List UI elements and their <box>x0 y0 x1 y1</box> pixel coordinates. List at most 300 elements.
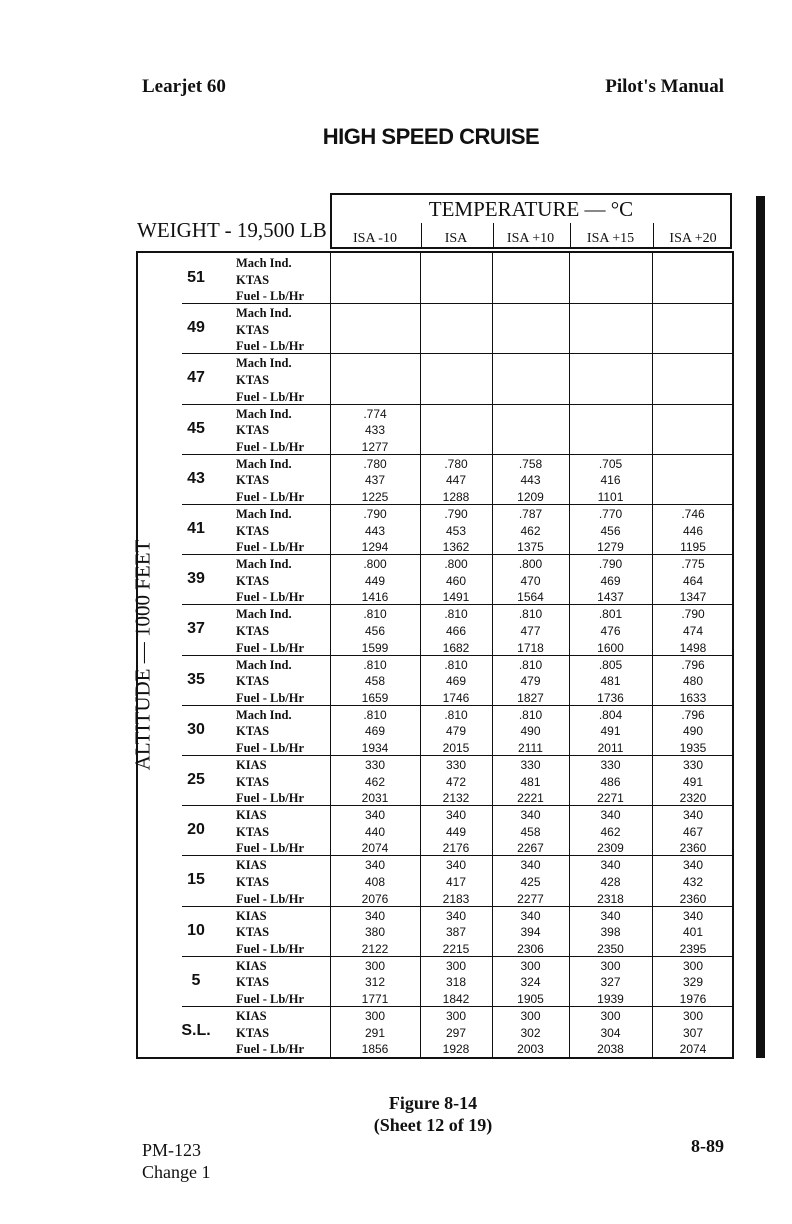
parameter-label: KTAS <box>236 774 270 789</box>
table-cell <box>652 606 734 656</box>
table-cell <box>330 657 420 707</box>
cell-value: 2074 <box>679 1042 707 1057</box>
parameter-labels <box>236 757 304 807</box>
parameter-label: KTAS <box>236 272 270 287</box>
cell-value: 449 <box>445 824 467 839</box>
cell-value: .796 <box>681 657 705 672</box>
cell-value: 440 <box>364 824 386 839</box>
parameter-label: KTAS <box>236 724 270 739</box>
table-cell <box>652 807 734 857</box>
cell-value: 2038 <box>597 1042 624 1057</box>
cell-value: 2350 <box>597 941 624 956</box>
page-number: 8-89 <box>691 1136 724 1156</box>
cell-value: .705 <box>598 456 623 471</box>
parameter-label: KIAS <box>236 808 267 823</box>
table-cell <box>652 506 734 556</box>
parameter-label: Fuel - Lb/Hr <box>236 540 305 555</box>
parameter-label: Fuel - Lb/Hr <box>236 439 305 454</box>
cell-value: 491 <box>600 724 621 739</box>
cell-value: 2132 <box>442 791 470 806</box>
parameter-labels <box>236 1008 304 1058</box>
cell-value: 477 <box>520 623 541 638</box>
header-left: Learjet 60 <box>142 76 226 97</box>
cell-value: 340 <box>600 808 621 823</box>
cell-value: 2306 <box>517 941 544 956</box>
parameter-label: Mach Ind. <box>236 557 292 572</box>
table-cell <box>569 1008 652 1058</box>
cell-value: 479 <box>445 724 467 739</box>
parameter-label: Mach Ind. <box>236 456 292 471</box>
cell-value: .800 <box>444 557 468 572</box>
cell-value: 300 <box>364 1009 386 1023</box>
cell-value: 2122 <box>361 941 389 956</box>
parameter-label: Mach Ind. <box>236 356 292 371</box>
cell-value: 330 <box>682 758 704 772</box>
cell-value: 327 <box>600 975 621 990</box>
cell-value: 464 <box>682 573 704 588</box>
table-cell <box>569 707 652 757</box>
cell-value: .790 <box>598 557 623 572</box>
cell-value: 300 <box>520 1009 541 1023</box>
cell-value: 1856 <box>361 1042 389 1057</box>
table-cell <box>330 757 420 807</box>
table-cell <box>330 707 420 757</box>
cell-value: 2215 <box>442 941 470 956</box>
cell-value: 324 <box>520 975 541 990</box>
cell-value: .780 <box>363 456 387 471</box>
parameter-label: KIAS <box>236 1009 267 1023</box>
table-cell <box>420 1008 492 1058</box>
parameter-labels <box>236 506 304 556</box>
cell-value: 300 <box>364 958 386 973</box>
table-cell <box>492 1008 569 1058</box>
cell-value: 467 <box>682 824 704 839</box>
parameter-label: Mach Ind. <box>236 607 292 622</box>
cell-value: 291 <box>364 1025 386 1040</box>
parameter-label: Fuel - Lb/Hr <box>236 389 305 404</box>
parameter-label: KTAS <box>236 322 270 337</box>
cell-value: 340 <box>520 858 541 873</box>
table-cell <box>420 657 492 707</box>
column-header: ISA +20 <box>669 231 717 246</box>
cell-value: .804 <box>598 707 623 722</box>
cell-value: 416 <box>600 473 621 488</box>
cell-value: .810 <box>363 707 387 722</box>
cell-value: 2395 <box>679 941 707 956</box>
parameter-label: Fuel - Lb/Hr <box>236 941 305 956</box>
table-cell <box>569 757 652 807</box>
table-cell <box>420 807 492 857</box>
parameter-label: Fuel - Lb/Hr <box>236 640 305 655</box>
cell-value: 408 <box>364 874 386 889</box>
cell-value: 1939 <box>597 991 624 1006</box>
cell-value: 2015 <box>442 740 470 755</box>
cell-value: 2309 <box>597 841 624 856</box>
cell-value: 490 <box>682 724 704 739</box>
cell-value: 1375 <box>517 540 544 555</box>
table-cell <box>330 958 420 1008</box>
cell-value: 2031 <box>361 791 389 806</box>
cell-value: 1827 <box>517 690 544 705</box>
cell-value: 300 <box>520 958 541 973</box>
cell-value: 401 <box>682 925 704 940</box>
parameter-label: KIAS <box>236 858 267 873</box>
cell-value: .775 <box>681 557 705 572</box>
cell-value: .770 <box>598 507 623 521</box>
table-cell <box>492 606 569 656</box>
parameter-label: KIAS <box>236 908 267 923</box>
cell-value: 340 <box>682 908 704 923</box>
cell-value: .810 <box>518 657 543 672</box>
table-cell <box>492 958 569 1008</box>
table-cell <box>420 958 492 1008</box>
parameter-label: Mach Ind. <box>236 657 292 672</box>
cell-value: 394 <box>520 925 541 940</box>
column-header: ISA +10 <box>506 231 555 246</box>
cell-value: .800 <box>518 557 543 572</box>
doc-number: PM-123 <box>142 1140 202 1160</box>
parameter-label: KIAS <box>236 758 267 772</box>
cell-value: .790 <box>681 607 705 622</box>
cell-value: 1347 <box>679 590 707 605</box>
table-cell <box>330 1008 420 1058</box>
cell-value: 481 <box>520 774 541 789</box>
parameter-label: Fuel - Lb/Hr <box>236 289 305 304</box>
table-cell <box>420 506 492 556</box>
table-cell <box>330 456 420 506</box>
parameter-label: KTAS <box>236 824 270 839</box>
parameter-labels <box>236 355 304 405</box>
cell-value: 340 <box>364 908 386 923</box>
page-title: HIGH SPEED CRUISE <box>322 124 540 149</box>
altitude-value: 5 <box>191 971 201 989</box>
cell-value: 1976 <box>679 991 707 1006</box>
cell-value: 340 <box>600 908 621 923</box>
cell-value: 1600 <box>597 640 624 655</box>
table-cell <box>569 807 652 857</box>
parameter-label: KTAS <box>236 623 270 638</box>
cell-value: 1498 <box>679 640 707 655</box>
cell-value: 340 <box>520 808 541 823</box>
table-cell <box>420 556 492 606</box>
table-cell <box>492 757 569 807</box>
parameter-label: Fuel - Lb/Hr <box>236 690 305 705</box>
change-bar <box>756 196 765 1058</box>
cell-value: 1294 <box>361 540 389 555</box>
table-cell <box>569 857 652 907</box>
table-cell <box>420 606 492 656</box>
cell-value: 479 <box>520 674 541 689</box>
cell-value: 340 <box>445 908 467 923</box>
table-cell <box>569 908 652 958</box>
altitude-value: S.L. <box>181 1022 211 1039</box>
parameter-label: Mach Ind. <box>236 406 292 421</box>
cell-value: 476 <box>600 623 621 638</box>
cell-value: 462 <box>520 523 541 538</box>
table-cell <box>330 556 420 606</box>
cell-value: 1279 <box>597 540 624 555</box>
cell-value: 1736 <box>597 690 624 705</box>
cell-value: 340 <box>445 808 467 823</box>
altitude-value: 49 <box>187 319 205 337</box>
parameter-label: Mach Ind. <box>236 256 292 270</box>
table-cell <box>492 506 569 556</box>
altitude-value: 43 <box>187 469 205 487</box>
cell-value: .810 <box>363 657 387 672</box>
cell-value: 340 <box>520 908 541 923</box>
cell-value: 340 <box>600 858 621 873</box>
cell-value: 318 <box>445 975 467 990</box>
cell-value: 486 <box>600 774 621 789</box>
cell-value: 480 <box>682 674 704 689</box>
cell-value: 2318 <box>597 891 624 906</box>
cell-value: 300 <box>682 1009 704 1023</box>
cell-value: .758 <box>518 456 543 471</box>
table-cell <box>492 908 569 958</box>
cell-value: 469 <box>364 724 386 739</box>
cell-value: 1225 <box>361 489 389 504</box>
cell-value: 398 <box>600 925 621 940</box>
cell-value: 2003 <box>517 1042 544 1057</box>
cell-value: 490 <box>520 724 541 739</box>
cell-value: 458 <box>364 674 386 689</box>
table-cell <box>330 908 420 958</box>
parameter-label: Fuel - Lb/Hr <box>236 590 305 605</box>
cell-value: 2277 <box>517 891 544 906</box>
cell-value: 1682 <box>442 640 470 655</box>
cell-value: 1928 <box>442 1042 470 1057</box>
cell-value: 387 <box>445 925 467 940</box>
parameter-label: Fuel - Lb/Hr <box>236 1042 305 1057</box>
table-cell <box>569 958 652 1008</box>
altitude-value: 41 <box>187 520 205 537</box>
cell-value: .800 <box>363 557 387 572</box>
table-cell <box>420 857 492 907</box>
cell-value: 2271 <box>597 791 624 806</box>
parameter-label: Mach Ind. <box>236 507 292 521</box>
cell-value: 1934 <box>361 740 389 755</box>
table-cell <box>330 606 420 656</box>
parameter-label: KTAS <box>236 674 270 689</box>
cell-value: 460 <box>445 573 467 588</box>
cell-value: 2076 <box>361 891 389 906</box>
altitude-value: 45 <box>187 419 205 437</box>
cell-value: 481 <box>600 674 621 689</box>
table-cell <box>492 657 569 707</box>
cell-value: 458 <box>520 824 541 839</box>
cell-value: 330 <box>600 758 621 772</box>
figure-caption: Figure 8-14 <box>388 1093 478 1113</box>
parameter-labels <box>236 908 304 958</box>
cell-value: 307 <box>682 1025 704 1040</box>
cell-value: 1771 <box>361 991 389 1006</box>
altitude-value: 47 <box>187 369 205 387</box>
cell-value: 1209 <box>517 489 544 504</box>
cell-value: 2183 <box>442 891 470 906</box>
parameter-label: Fuel - Lb/Hr <box>236 891 305 906</box>
cell-value: 433 <box>364 423 386 438</box>
parameter-labels <box>236 657 304 707</box>
table-cell <box>652 857 734 907</box>
table-cell <box>492 707 569 757</box>
altitude-axis-label: ALTITUDE — 1000 FEET <box>130 539 155 771</box>
table-cell <box>492 807 569 857</box>
cell-value: 300 <box>600 1009 621 1023</box>
cell-value: 1437 <box>597 590 624 605</box>
cell-value: 340 <box>445 858 467 873</box>
cell-value: 470 <box>520 573 541 588</box>
parameter-labels <box>236 305 304 355</box>
cell-value: 432 <box>682 874 704 889</box>
parameter-labels <box>236 807 304 857</box>
parameter-label: KTAS <box>236 925 270 940</box>
cell-value: 491 <box>682 774 704 789</box>
parameter-label: Mach Ind. <box>236 306 292 321</box>
cell-value: 428 <box>600 874 621 889</box>
cell-value: 456 <box>600 523 621 538</box>
cell-value: 1746 <box>442 690 470 705</box>
weight-label: WEIGHT - 19,500 LB <box>137 218 327 242</box>
table-cell <box>652 1008 734 1058</box>
cell-value: 329 <box>682 975 704 990</box>
cell-value: 443 <box>520 473 541 488</box>
cell-value: 469 <box>600 573 621 588</box>
cell-value: 302 <box>520 1025 541 1040</box>
header-right: Pilot's Manual <box>605 76 724 97</box>
parameter-label: Fuel - Lb/Hr <box>236 991 305 1006</box>
parameter-label: KTAS <box>236 423 270 438</box>
parameter-labels <box>236 556 304 606</box>
parameter-labels <box>236 456 304 506</box>
altitude-value: 20 <box>187 821 205 839</box>
temperature-label: TEMPERATURE — °C <box>428 197 634 221</box>
cell-value: 462 <box>600 824 621 839</box>
parameter-label: KTAS <box>236 523 270 538</box>
cell-value: 2074 <box>361 841 389 856</box>
cell-value: 340 <box>364 858 386 873</box>
cell-value: .790 <box>363 507 387 521</box>
cell-value: 297 <box>445 1025 467 1040</box>
altitude-value: 39 <box>187 570 205 588</box>
cell-value: 437 <box>364 473 386 488</box>
parameter-labels <box>236 255 304 305</box>
cell-value: .746 <box>681 507 705 521</box>
table-cell <box>569 456 652 506</box>
cell-value: 1842 <box>442 991 470 1006</box>
cell-value: 2360 <box>679 891 707 906</box>
altitude-value: 15 <box>187 871 205 889</box>
parameter-label: KTAS <box>236 372 270 387</box>
cell-value: .801 <box>598 607 623 622</box>
table-cell <box>652 908 734 958</box>
cell-value: .810 <box>518 607 543 622</box>
table-cell <box>652 657 734 707</box>
cell-value: 2320 <box>679 791 707 806</box>
cell-value: 2176 <box>442 841 470 856</box>
cell-value: 456 <box>364 623 386 638</box>
table-cell <box>652 556 734 606</box>
parameter-label: KTAS <box>236 473 270 488</box>
cell-value: 469 <box>445 674 467 689</box>
cell-value: 2267 <box>517 841 544 856</box>
cell-value: 330 <box>520 758 541 772</box>
cell-value: 1659 <box>361 690 389 705</box>
table-cell <box>652 707 734 757</box>
cell-value: 300 <box>445 958 467 973</box>
table-cell <box>330 857 420 907</box>
cell-value: 453 <box>445 523 467 538</box>
altitude-value: 37 <box>187 620 205 638</box>
cell-value: 1633 <box>679 690 707 705</box>
cell-value: 2360 <box>679 841 707 856</box>
cell-value: 1564 <box>517 590 544 605</box>
parameter-label: Fuel - Lb/Hr <box>236 339 305 354</box>
altitude-value: 25 <box>187 771 205 788</box>
cell-value: 1195 <box>680 540 706 555</box>
cell-value: 2111 <box>518 740 543 755</box>
column-header: ISA <box>444 231 468 246</box>
cell-value: .787 <box>518 507 543 521</box>
cell-value: 312 <box>364 975 386 990</box>
altitude-value: 35 <box>187 670 205 688</box>
cell-value: 446 <box>682 523 704 538</box>
cell-value: 1599 <box>361 640 389 655</box>
cell-value: 1491 <box>442 590 470 605</box>
cell-value: 2221 <box>517 791 544 806</box>
cell-value: 340 <box>682 808 704 823</box>
cell-value: 380 <box>364 925 386 940</box>
cell-value: 1905 <box>517 991 544 1006</box>
parameter-labels <box>236 857 304 907</box>
table-cell <box>492 456 569 506</box>
parameter-label: Mach Ind. <box>236 707 292 722</box>
cell-value: .810 <box>444 657 468 672</box>
parameter-label: Fuel - Lb/Hr <box>236 841 305 856</box>
cell-value: .774 <box>363 406 387 421</box>
cell-value: 2011 <box>597 740 624 755</box>
table-cell <box>420 456 492 506</box>
table-cell <box>420 757 492 807</box>
cell-value: 1288 <box>442 489 470 504</box>
cell-value: 449 <box>364 573 386 588</box>
cell-value: 340 <box>682 858 704 873</box>
cell-value: 1101 <box>597 489 624 504</box>
cell-value: 474 <box>682 623 704 638</box>
table-cell <box>569 657 652 707</box>
cell-value: 466 <box>445 623 467 638</box>
table-cell <box>569 556 652 606</box>
cell-value: 330 <box>445 758 467 772</box>
parameter-label: Fuel - Lb/Hr <box>236 489 305 504</box>
cell-value: 443 <box>364 523 386 538</box>
column-header: ISA +15 <box>586 231 635 246</box>
cell-value: 300 <box>600 958 621 973</box>
table-cell <box>330 807 420 857</box>
altitude-value: 10 <box>187 921 205 939</box>
table-cell <box>569 506 652 556</box>
cell-value: .810 <box>444 707 468 722</box>
parameter-label: KTAS <box>236 1025 270 1040</box>
cell-value: 304 <box>600 1025 621 1040</box>
table-cell <box>420 908 492 958</box>
cell-value: 417 <box>445 874 467 889</box>
table-cell <box>652 958 734 1008</box>
cell-value: 425 <box>520 874 541 889</box>
cell-value: 462 <box>364 774 386 789</box>
table-cell <box>492 857 569 907</box>
table-cell <box>492 556 569 606</box>
cell-value: 1718 <box>517 640 544 655</box>
